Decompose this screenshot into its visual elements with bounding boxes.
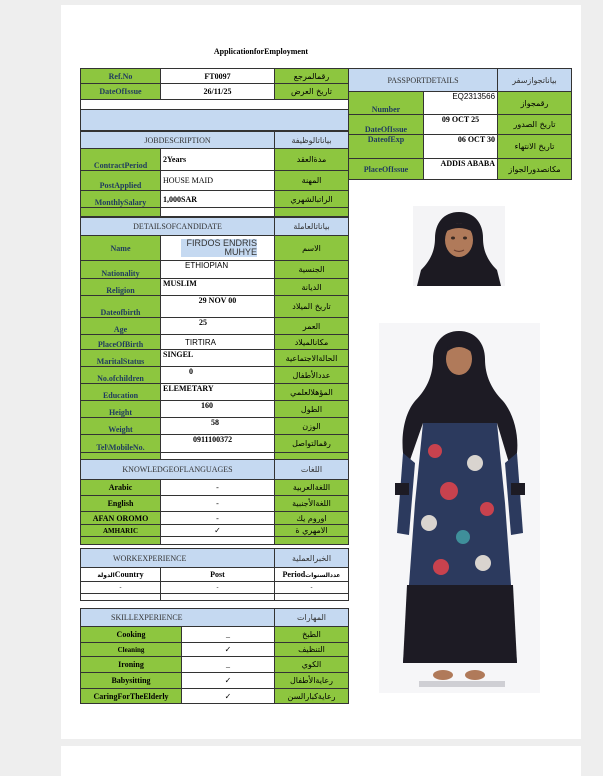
religion-label: Religion	[81, 279, 161, 296]
date-of-issue-label: DateOfIssue	[81, 84, 161, 100]
arabic-label: Arabic	[81, 480, 161, 496]
age-label: Age	[81, 318, 161, 335]
education-label: Education	[81, 384, 161, 401]
skills-header-ar: المهارات	[275, 609, 349, 627]
date-of-birth-value: 29 NOV 00	[161, 296, 275, 318]
work-experience-table	[80, 548, 349, 601]
work-country-value: -	[81, 582, 161, 594]
next-page	[61, 746, 581, 776]
monthly-salary-ar: الراتبالشهري	[275, 191, 349, 208]
full-body-image	[379, 323, 540, 693]
weight-value: 58	[161, 418, 275, 435]
document-title: ApplicationforEmployment	[213, 47, 309, 56]
reference-table	[80, 68, 349, 131]
place-of-birth-ar: مكانالميلاد	[275, 335, 349, 350]
candidate-table	[80, 217, 349, 461]
elderly-care-label: CaringForTheElderly	[81, 689, 182, 704]
passport-exp-ar: تاريخ الانتهاء	[498, 135, 572, 159]
elderly-care-ar: رعايةكبارالسن	[275, 689, 349, 704]
english-value: -	[161, 496, 275, 512]
date-of-birth-label: Dateofbirth	[81, 296, 161, 318]
weight-label: Weight	[81, 418, 161, 435]
post-applied-ar: المهنة	[275, 171, 349, 191]
age-value: 25	[161, 318, 275, 335]
passport-exp-value: 06 OCT 30	[424, 135, 498, 159]
ironing-value: _	[182, 657, 275, 673]
height-ar: الطول	[275, 401, 349, 418]
nationality-value: ETHIOPIAN	[161, 261, 275, 279]
work-country-header	[81, 568, 161, 582]
date-of-issue-ar: تاريخ العرض	[275, 84, 349, 100]
passport-place-value: ADDIS ABABA	[424, 159, 498, 180]
candidate-header: DETAILSOFCANDIDATE	[81, 218, 275, 236]
job-description-header: JOBDESCRIPTION	[81, 132, 275, 149]
contract-period-value: 2Years	[161, 149, 275, 171]
marital-status-label: MaritalStatus	[81, 350, 161, 367]
english-ar: اللغةالأجنبية	[275, 496, 349, 512]
babysitting-ar: رعايةالأطفال	[275, 673, 349, 689]
languages-table	[80, 459, 349, 545]
ref-no-ar: رقمالمرجع	[275, 69, 349, 84]
skills-header: SKILLEXPERIENCE	[81, 609, 275, 627]
ref-no-label: Ref.No	[81, 69, 161, 84]
ironing-label: Ironing	[81, 657, 182, 673]
document-page	[61, 5, 581, 739]
passport-issue-value: 09 OCT 25	[424, 115, 498, 135]
portrait-image	[413, 206, 505, 286]
mobile-label: Tel\MobileNo.	[81, 435, 161, 453]
passport-number-value: EQ2313566	[424, 92, 498, 115]
passport-place-ar: مكانصدورالجواز	[498, 159, 572, 180]
children-value: 0	[161, 367, 275, 384]
contract-period-label: ContractPeriod	[81, 149, 161, 171]
work-experience-header: WORKEXPERIENCE	[81, 549, 275, 568]
candidate-header-ar: بياناتالعاملة	[275, 218, 349, 236]
height-label: Height	[81, 401, 161, 418]
weight-ar: الوزن	[275, 418, 349, 435]
name-value: FIRDOS ENDRIS MUHYE	[181, 239, 257, 257]
full-body-photo	[379, 323, 540, 693]
work-post-value: -	[161, 582, 275, 594]
marital-status-ar: الحالةالاجتماعية	[275, 350, 349, 367]
children-ar: عددالأطفال	[275, 367, 349, 384]
nationality-ar: الجنسية	[275, 261, 349, 279]
date-of-birth-ar: تاريخ الميلاد	[275, 296, 349, 318]
afan-oromo-ar: اوروم يك	[275, 512, 349, 525]
passport-number-label: Number	[349, 92, 424, 115]
post-applied-label: PostApplied	[81, 171, 161, 191]
monthly-salary-label: MonthlySalary	[81, 191, 161, 208]
english-label: English	[81, 496, 161, 512]
passport-exp-label: DateofExp	[349, 135, 424, 159]
elderly-care-value: ✓	[182, 689, 275, 704]
education-value: ELEMETARY	[161, 384, 275, 401]
work-period-value: -	[275, 582, 349, 594]
place-of-birth-label: PlaceOfBirth	[81, 335, 161, 350]
languages-header: KNOWLEDGEOFLANGUAGES	[81, 460, 275, 480]
post-applied-value: HOUSE MAID	[161, 171, 275, 191]
cleaning-value: ✓	[182, 643, 275, 657]
amharic-label: AMHARIC	[81, 525, 161, 537]
marital-status-value: SINGEL	[161, 350, 275, 367]
job-description-table	[80, 131, 349, 217]
age-ar: العمر	[275, 318, 349, 335]
ironing-ar: الكوي	[275, 657, 349, 673]
cooking-label: Cooking	[81, 627, 182, 643]
passport-place-label: PlaceOfIssue	[349, 159, 424, 180]
ref-no-value: FT0097	[161, 69, 275, 84]
children-label: No.ofchildren	[81, 367, 161, 384]
date-of-issue-value: 26/11/25	[161, 84, 275, 100]
religion-value: MUSLIM	[161, 279, 275, 296]
amharic-value: ✓	[161, 525, 275, 537]
place-of-birth-value: TIRTIRA	[161, 335, 275, 350]
work-country-ar: الدولة	[97, 572, 115, 579]
work-period-label: Period	[282, 570, 306, 579]
passport-header-ar: بياناتجوازسفر	[498, 69, 572, 92]
mobile-value: 0911100372	[161, 435, 275, 453]
contract-period-ar: مدةالعقد	[275, 149, 349, 171]
babysitting-label: Babysitting	[81, 673, 182, 689]
passport-issue-ar: تاريخ الصدور	[498, 115, 572, 135]
work-experience-header-ar: الخبرالعملية	[275, 549, 349, 568]
amharic-ar: الامهري ة	[275, 525, 349, 537]
work-period-ar: عددالسنوات	[305, 572, 341, 579]
religion-ar: الديانة	[275, 279, 349, 296]
name-ar: الاسم	[275, 236, 349, 261]
arabic-value: -	[161, 480, 275, 496]
passport-table	[348, 68, 572, 180]
nationality-label: Nationality	[81, 261, 161, 279]
skills-table	[80, 608, 349, 704]
education-ar: المؤهلالعلمي	[275, 384, 349, 401]
height-value: 160	[161, 401, 275, 418]
name-label: Name	[81, 236, 161, 261]
cleaning-ar: التنظيف	[275, 643, 349, 657]
passport-header: PASSPORTDETAILS	[349, 69, 498, 92]
babysitting-value: ✓	[182, 673, 275, 689]
languages-header-ar: اللغات	[275, 460, 349, 480]
passport-issue-label: DateOfIssue	[349, 115, 424, 135]
arabic-ar: اللغةالعربية	[275, 480, 349, 496]
monthly-salary-value: 1,000SAR	[161, 191, 275, 208]
portrait-photo	[413, 206, 505, 286]
cooking-ar: الطبخ	[275, 627, 349, 643]
job-description-header-ar: بياناتالوظيفة	[275, 132, 349, 149]
work-post-header: Post	[161, 568, 275, 582]
afan-oromo-label: AFAN OROMO	[81, 512, 161, 525]
afan-oromo-value: -	[161, 512, 275, 525]
work-country-label: Country	[114, 570, 144, 579]
cooking-value: _	[182, 627, 275, 643]
passport-number-ar: رقمجواز	[498, 92, 572, 115]
mobile-ar: رقمالتواصل	[275, 435, 349, 453]
cleaning-label: Cleaning	[81, 643, 182, 657]
work-period-header	[275, 568, 349, 582]
